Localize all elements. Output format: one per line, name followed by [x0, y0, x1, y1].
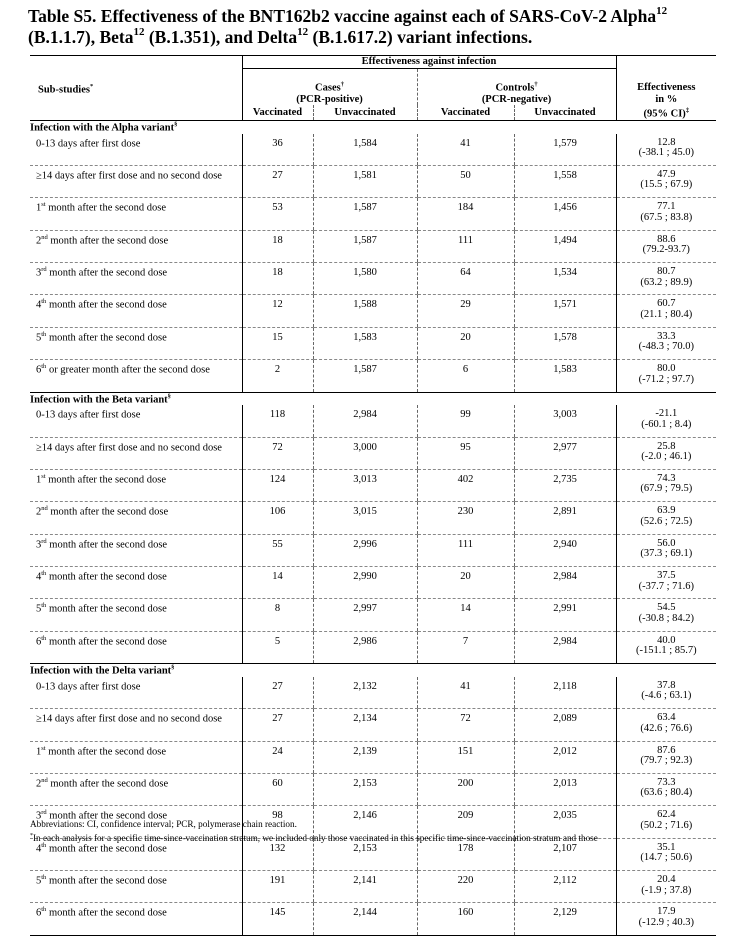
cases-vaccinated-cell: 55	[242, 534, 313, 566]
effectiveness-cell: 77.1 (67.5 ; 83.8)	[616, 198, 716, 230]
cases-unvaccinated-header: Unvaccinated	[313, 105, 417, 121]
cases-vaccinated-cell: 24	[242, 741, 313, 773]
substudy-label: 2nd month after the second dose	[30, 230, 242, 262]
substudy-label: 4th month after the second dose	[30, 295, 242, 327]
cases-unvaccinated-cell: 1,581	[313, 165, 417, 197]
controls-unvaccinated-cell: 2,977	[514, 437, 616, 469]
cases-unvaccinated-cell: 1,587	[313, 230, 417, 262]
table-row	[30, 295, 716, 327]
cases-unvaccinated-cell: 2,144	[313, 903, 417, 935]
cases-unvaccinated-cell: 1,584	[313, 134, 417, 166]
controls-unvaccinated-cell: 2,940	[514, 534, 616, 566]
table-row	[30, 165, 716, 197]
title-ref-1: 12	[656, 5, 668, 18]
cases-vaccinated-header: Vaccinated	[242, 105, 313, 121]
section-title: Infection with the Delta variant§	[30, 664, 716, 677]
controls-unvaccinated-cell: 2,107	[514, 838, 616, 870]
effectiveness-cell: -21.1 (-60.1 ; 8.4)	[616, 405, 716, 437]
substudy-label: 6th or greater month after the second dose	[30, 360, 242, 392]
controls-vaccinated-cell: 29	[417, 295, 514, 327]
table-row	[30, 631, 716, 663]
substudy-label: 6th month after the second dose	[30, 903, 242, 935]
controls-unvaccinated-cell: 2,118	[514, 677, 616, 709]
section-header-row	[30, 392, 716, 405]
cases-unvaccinated-cell: 2,132	[313, 677, 417, 709]
controls-vaccinated-cell: 64	[417, 263, 514, 295]
table-row	[30, 709, 716, 741]
table-row	[30, 134, 716, 166]
effectiveness-cell: 56.0 (37.3 ; 69.1)	[616, 534, 716, 566]
table-header	[30, 56, 716, 121]
substudy-label: 4th month after the second dose	[30, 838, 242, 870]
controls-unvaccinated-cell: 2,112	[514, 871, 616, 903]
controls-unvaccinated-header: Unvaccinated	[514, 105, 616, 121]
table-row	[30, 903, 716, 935]
effectiveness-cell: 40.0 (-151.1 ; 85.7)	[616, 631, 716, 663]
effectiveness-header: Effectiveness in %	[616, 56, 716, 106]
cases-vaccinated-cell: 118	[242, 405, 313, 437]
controls-vaccinated-cell: 95	[417, 437, 514, 469]
cases-vaccinated-cell: 8	[242, 599, 313, 631]
cases-unvaccinated-cell: 2,990	[313, 567, 417, 599]
cases-unvaccinated-cell: 1,583	[313, 327, 417, 359]
controls-vaccinated-cell: 20	[417, 567, 514, 599]
controls-vaccinated-cell: 200	[417, 773, 514, 805]
effectiveness-cell: 37.5 (-37.7 ; 71.6)	[616, 567, 716, 599]
effectiveness-cell: 35.1 (14.7 ; 50.6)	[616, 838, 716, 870]
table-row	[30, 534, 716, 566]
cases-vaccinated-cell: 12	[242, 295, 313, 327]
title-text-1: Table S5. Effectiveness of the BNT162b2 vaccine against each of SARS-CoV-2 Alpha	[28, 6, 657, 26]
substudy-label: 4th month after the second dose	[30, 567, 242, 599]
cases-unvaccinated-cell: 2,984	[313, 405, 417, 437]
controls-unvaccinated-cell: 1,578	[514, 327, 616, 359]
title-ref-3: 12	[297, 26, 309, 39]
effectiveness-ci-header: (95% CI)‡	[616, 105, 716, 121]
cases-unvaccinated-cell: 2,997	[313, 599, 417, 631]
cases-vaccinated-cell: 15	[242, 327, 313, 359]
substudy-label: 2nd month after the second dose	[30, 502, 242, 534]
effectiveness-cell: 37.8 (-4.6 ; 63.1)	[616, 677, 716, 709]
cases-vaccinated-cell: 191	[242, 871, 313, 903]
substudy-label: 5th month after the second dose	[30, 599, 242, 631]
substudy-label: 3rd month after the second dose	[30, 534, 242, 566]
cases-header: Cases† (PCR-positive)	[242, 69, 417, 106]
cases-unvaccinated-cell: 1,580	[313, 263, 417, 295]
controls-unvaccinated-cell: 2,891	[514, 502, 616, 534]
substudy-label: 0-13 days after first dose	[30, 134, 242, 166]
substudy-label: 1st month after the second dose	[30, 741, 242, 773]
substudy-label: 2nd month after the second dose	[30, 773, 242, 805]
controls-unvaccinated-cell: 2,089	[514, 709, 616, 741]
controls-vaccinated-cell: 99	[417, 405, 514, 437]
table-body	[30, 121, 716, 936]
controls-unvaccinated-cell: 2,735	[514, 469, 616, 501]
section-title: Infection with the Alpha variant§	[30, 121, 716, 134]
substudy-label: ≥14 days after first dose and no second dose	[30, 709, 242, 741]
cases-vaccinated-cell: 18	[242, 230, 313, 262]
controls-vaccinated-header: Vaccinated	[417, 105, 514, 121]
controls-vaccinated-cell: 209	[417, 806, 514, 838]
controls-unvaccinated-cell: 1,571	[514, 295, 616, 327]
controls-unvaccinated-cell: 2,013	[514, 773, 616, 805]
controls-unvaccinated-cell: 1,534	[514, 263, 616, 295]
cases-vaccinated-cell: 98	[242, 806, 313, 838]
controls-unvaccinated-cell: 2,991	[514, 599, 616, 631]
substudy-label: 0-13 days after first dose	[30, 405, 242, 437]
cases-unvaccinated-cell: 2,141	[313, 871, 417, 903]
substudy-label: 6th month after the second dose	[30, 631, 242, 663]
controls-unvaccinated-cell: 2,035	[514, 806, 616, 838]
section-title: Infection with the Beta variant§	[30, 392, 716, 405]
controls-vaccinated-cell: 402	[417, 469, 514, 501]
controls-vaccinated-cell: 111	[417, 534, 514, 566]
effectiveness-against-header: Effectiveness against infection	[242, 56, 616, 69]
cases-vaccinated-cell: 27	[242, 709, 313, 741]
table-row	[30, 360, 716, 392]
controls-vaccinated-cell: 151	[417, 741, 514, 773]
cases-vaccinated-cell: 106	[242, 502, 313, 534]
effectiveness-cell: 20.4 (-1.9 ; 37.8)	[616, 871, 716, 903]
table-row	[30, 741, 716, 773]
section-header-row	[30, 121, 716, 134]
table-row	[30, 469, 716, 501]
cases-unvaccinated-cell: 2,153	[313, 773, 417, 805]
controls-unvaccinated-cell: 2,012	[514, 741, 616, 773]
cases-unvaccinated-cell: 2,996	[313, 534, 417, 566]
table-row	[30, 502, 716, 534]
table-row	[30, 871, 716, 903]
footnote-abbreviations: Abbreviations: CI, confidence interval; PCR, polymerase chain reaction.	[30, 819, 297, 829]
cases-unvaccinated-cell: 3,000	[313, 437, 417, 469]
controls-unvaccinated-cell: 3,003	[514, 405, 616, 437]
effectiveness-cell: 63.4 (42.6 ; 76.6)	[616, 709, 716, 741]
cases-vaccinated-cell: 60	[242, 773, 313, 805]
cases-vaccinated-cell: 2	[242, 360, 313, 392]
cases-vaccinated-cell: 27	[242, 677, 313, 709]
controls-vaccinated-cell: 41	[417, 677, 514, 709]
cases-vaccinated-cell: 145	[242, 903, 313, 935]
substudy-label: 0-13 days after first dose	[30, 677, 242, 709]
table-row	[30, 567, 716, 599]
footnote-note: *In each analysis for a specific time-since-vaccination stratum, we included only those vaccinated in this specific time-since-vaccination stratum and those	[30, 833, 598, 844]
effectiveness-cell: 60.7 (21.1 ; 80.4)	[616, 295, 716, 327]
effectiveness-table	[30, 55, 716, 936]
substudy-label: 1st month after the second dose	[30, 469, 242, 501]
cases-unvaccinated-cell: 2,153	[313, 838, 417, 870]
effectiveness-cell: 25.8 (-2.0 ; 46.1)	[616, 437, 716, 469]
table-row	[30, 327, 716, 359]
title-text-2: (B.1.1.7), Beta	[28, 27, 134, 47]
substudy-label: ≥14 days after first dose and no second dose	[30, 437, 242, 469]
controls-vaccinated-cell: 184	[417, 198, 514, 230]
controls-unvaccinated-cell: 2,129	[514, 903, 616, 935]
effectiveness-cell: 80.0 (-71.2 ; 97.7)	[616, 360, 716, 392]
substudy-label: 1st month after the second dose	[30, 198, 242, 230]
cases-vaccinated-cell: 72	[242, 437, 313, 469]
effectiveness-cell: 62.4 (50.2 ; 71.6)	[616, 806, 716, 838]
table-row	[30, 677, 716, 709]
cases-unvaccinated-cell: 2,134	[313, 709, 417, 741]
controls-unvaccinated-cell: 1,494	[514, 230, 616, 262]
cases-unvaccinated-cell: 3,013	[313, 469, 417, 501]
cases-unvaccinated-cell: 1,587	[313, 360, 417, 392]
cases-unvaccinated-cell: 1,587	[313, 198, 417, 230]
substudies-header: Sub-studies*	[38, 82, 94, 95]
table-title	[28, 6, 748, 48]
section-header-row	[30, 664, 716, 677]
table-row	[30, 263, 716, 295]
controls-vaccinated-cell: 6	[417, 360, 514, 392]
controls-unvaccinated-cell: 2,984	[514, 631, 616, 663]
cases-vaccinated-cell: 124	[242, 469, 313, 501]
controls-unvaccinated-cell: 2,984	[514, 567, 616, 599]
effectiveness-cell: 33.3 (-48.3 ; 70.0)	[616, 327, 716, 359]
table-row	[30, 437, 716, 469]
controls-vaccinated-cell: 220	[417, 871, 514, 903]
substudy-label: ≥14 days after first dose and no second dose	[30, 165, 242, 197]
effectiveness-cell: 73.3 (63.6 ; 80.4)	[616, 773, 716, 805]
controls-vaccinated-cell: 41	[417, 134, 514, 166]
table-row	[30, 230, 716, 262]
cases-unvaccinated-cell: 2,139	[313, 741, 417, 773]
controls-unvaccinated-cell: 1,579	[514, 134, 616, 166]
cases-vaccinated-cell: 36	[242, 134, 313, 166]
controls-vaccinated-cell: 72	[417, 709, 514, 741]
cases-vaccinated-cell: 132	[242, 838, 313, 870]
effectiveness-cell: 17.9 (-12.9 ; 40.3)	[616, 903, 716, 935]
effectiveness-cell: 88.6 (79.2-93.7)	[616, 230, 716, 262]
controls-unvaccinated-cell: 1,558	[514, 165, 616, 197]
controls-header: Controls† (PCR-negative)	[417, 69, 616, 106]
controls-vaccinated-cell: 178	[417, 838, 514, 870]
effectiveness-cell: 74.3 (67.9 ; 79.5)	[616, 469, 716, 501]
effectiveness-cell: 80.7 (63.2 ; 89.9)	[616, 263, 716, 295]
controls-vaccinated-cell: 20	[417, 327, 514, 359]
cases-unvaccinated-cell: 2,986	[313, 631, 417, 663]
table-row	[30, 773, 716, 805]
substudy-label: 3rd month after the second dose	[30, 806, 242, 838]
table-row	[30, 405, 716, 437]
title-text-3: (B.1.351), and Delta	[144, 27, 298, 47]
substudy-label: 3rd month after the second dose	[30, 263, 242, 295]
cases-vaccinated-cell: 5	[242, 631, 313, 663]
cases-unvaccinated-cell: 3,015	[313, 502, 417, 534]
effectiveness-cell: 54.5 (-30.8 ; 84.2)	[616, 599, 716, 631]
title-text-4: (B.1.617.2) variant infections.	[308, 27, 533, 47]
controls-vaccinated-cell: 111	[417, 230, 514, 262]
table-row	[30, 599, 716, 631]
cases-unvaccinated-cell: 1,588	[313, 295, 417, 327]
cases-unvaccinated-cell: 2,146	[313, 806, 417, 838]
cases-vaccinated-cell: 14	[242, 567, 313, 599]
controls-vaccinated-cell: 14	[417, 599, 514, 631]
controls-unvaccinated-cell: 1,456	[514, 198, 616, 230]
table-row	[30, 198, 716, 230]
effectiveness-cell: 12.8 (-38.1 ; 45.0)	[616, 134, 716, 166]
controls-vaccinated-cell: 50	[417, 165, 514, 197]
controls-unvaccinated-cell: 1,583	[514, 360, 616, 392]
cases-vaccinated-cell: 27	[242, 165, 313, 197]
cases-vaccinated-cell: 18	[242, 263, 313, 295]
effectiveness-cell: 87.6 (79.7 ; 92.3)	[616, 741, 716, 773]
cases-vaccinated-cell: 53	[242, 198, 313, 230]
controls-vaccinated-cell: 160	[417, 903, 514, 935]
substudy-label: 5th month after the second dose	[30, 871, 242, 903]
effectiveness-cell: 63.9 (52.6 ; 72.5)	[616, 502, 716, 534]
substudy-label: 5th month after the second dose	[30, 327, 242, 359]
title-ref-2: 12	[133, 26, 145, 39]
controls-vaccinated-cell: 230	[417, 502, 514, 534]
effectiveness-cell: 47.9 (15.5 ; 67.9)	[616, 165, 716, 197]
controls-vaccinated-cell: 7	[417, 631, 514, 663]
